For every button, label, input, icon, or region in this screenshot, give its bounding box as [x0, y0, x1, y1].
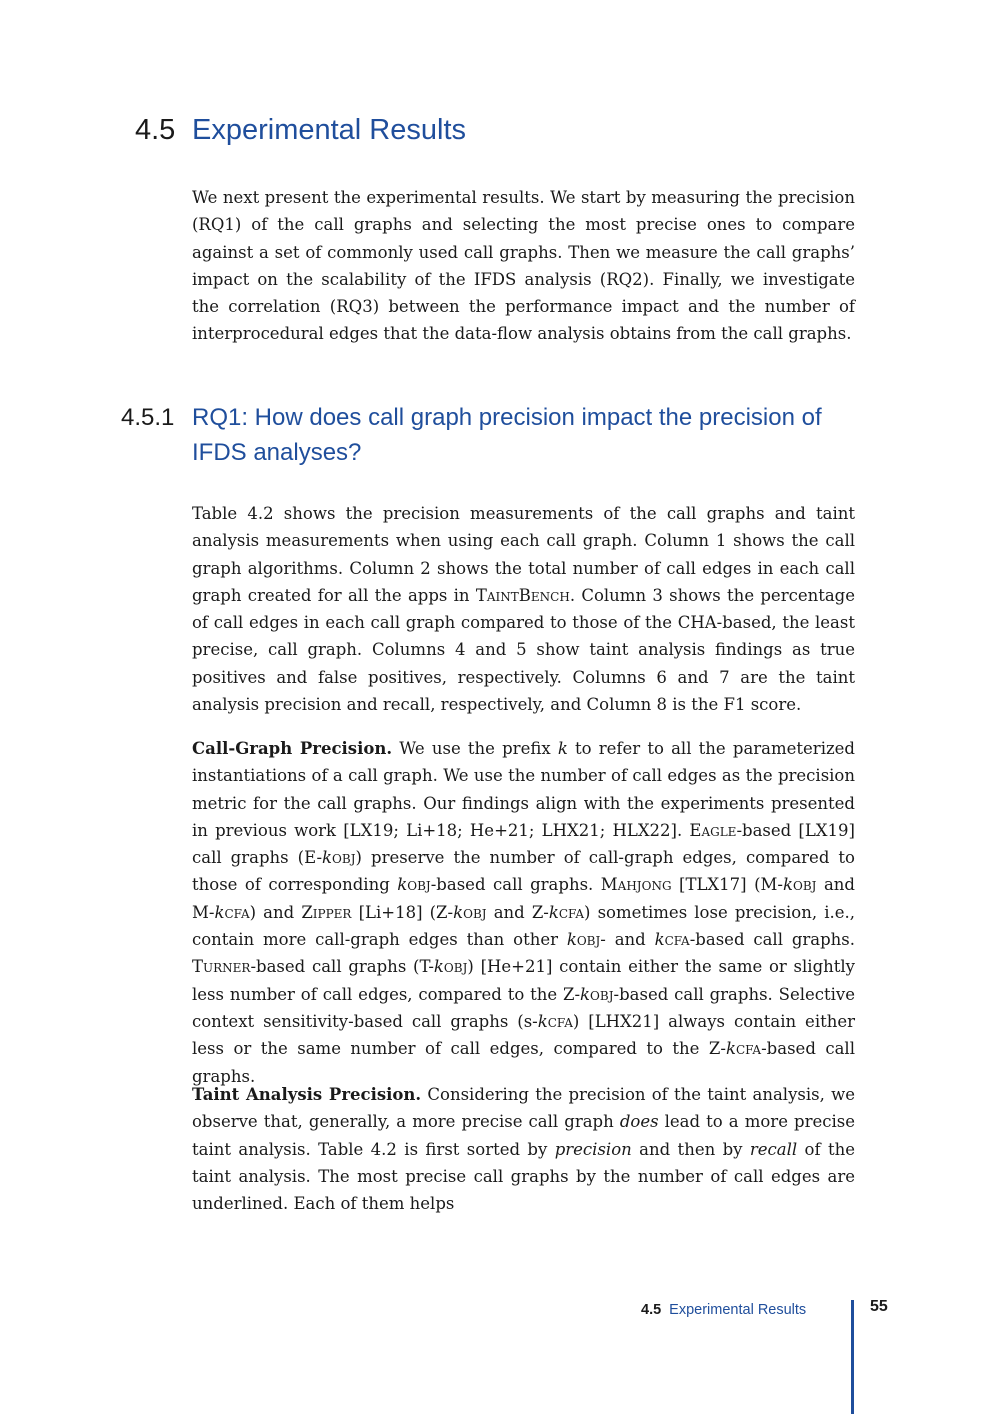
k-symbol: k: [214, 902, 225, 922]
k-symbol: k: [548, 902, 559, 922]
text-run: and M-: [192, 875, 855, 922]
running-footer: [641, 1299, 806, 1321]
k-symbol: k: [397, 875, 408, 895]
k-symbol: k: [566, 930, 577, 950]
section-number: 4.5: [135, 114, 176, 146]
subsection-number: 4.5.1: [121, 404, 175, 431]
text-run: -based call graphs.: [430, 875, 601, 895]
paragraph-taint-analysis-precision: [192, 1081, 855, 1217]
text-run: of the taint analysis. The most precise call graphs by the number of call edges are underlined. Each of them helps: [192, 1139, 856, 1214]
k-symbol: k: [557, 739, 568, 758]
obj-suffix: obj: [463, 902, 487, 922]
k-symbol: k: [725, 1039, 736, 1059]
emphasis: recall: [749, 1139, 798, 1159]
k-symbol: k: [453, 902, 464, 922]
cfa-suffix: cfa: [224, 902, 250, 922]
taintbench-name: TaintBench: [475, 585, 570, 605]
k-symbol: k: [322, 848, 333, 868]
k-symbol: k: [537, 1011, 548, 1031]
obj-suffix: obj: [590, 984, 614, 1004]
text-run: Table 4.2 shows the precision measurements of the call graphs and taint analysis measurements when using each call graph. Column 1 shows the call graph algorithms. Column 2 shows the total number of call edges in each call graph created for all the apps in: [192, 504, 855, 605]
section-title: Experimental Results: [192, 114, 466, 146]
text-run: . Column 3 shows the percentage of call edges in each call graph compared to those of the CHA-based, the least precise, call graph. Columns 4 and 5 show taint analysis findings as true positives and false positives, respectively. Columns 6 and 7 are the taint analysis precision and recall, respectively, and Column 8 is the F1 score.: [192, 585, 856, 715]
paragraph-table-description: [192, 500, 855, 718]
text-run: ) sometimes lose precision, i.e., contain more call-graph edges than other: [192, 902, 855, 950]
text-run: ) [He+21] contain either the same or slightly less number of call edges, compared to the Z-: [192, 957, 855, 1004]
text-run: to refer to all the parameterized instantiations of a call graph. We use the number of call edges as the precision metric for the call graphs. Our findings align with the experiments presented in previous work [LX19; Li+18; He+21; LHX21; HLX22].: [192, 739, 855, 840]
obj-suffix: obj: [443, 957, 468, 977]
obj-suffix: obj: [332, 848, 356, 868]
cfa-suffix: cfa: [664, 930, 690, 950]
cfa-suffix: cfa: [735, 1039, 762, 1059]
text-run: ) preserve the number of call-graph edges, compared to those of corresponding: [192, 848, 855, 895]
text-run: ) [LHX21] always contain either less or the same number of call edges, compared to the Z-: [192, 1011, 856, 1059]
text-run: lead to a more precise taint analysis. Table 4.2 is first sorted by: [192, 1112, 855, 1159]
eagle-name: Eagle: [689, 820, 737, 840]
paragraph-call-graph-precision: [192, 735, 855, 1090]
mahjong-name: Mahjong: [600, 875, 672, 895]
text-run: -based [LX19] call graphs (E-: [192, 820, 855, 868]
cfa-suffix: cfa: [547, 1011, 573, 1031]
section-heading: [135, 110, 466, 150]
k-symbol: k: [580, 984, 591, 1004]
text-run: Considering the precision of the taint analysis, we observe that, generally, a more precise call graph: [192, 1085, 855, 1132]
emphasis: precision: [554, 1139, 632, 1159]
text-run: -based call graphs.: [689, 930, 856, 950]
page-number: 55: [870, 1298, 888, 1315]
text-run: We use the prefix: [392, 739, 558, 758]
obj-suffix: obj: [793, 875, 817, 895]
text-run: - and: [600, 930, 655, 950]
text-run: [Li+18] (Z-: [351, 902, 454, 922]
k-symbol: k: [433, 957, 444, 977]
text-run: -based call graphs.: [192, 1039, 855, 1086]
text-run: and then by: [631, 1139, 750, 1159]
intro-paragraph: We next present the experimental results. We start by measuring the precision (RQ1) of the call graphs and selecting the most precise ones to compare against a set of commonly used call graphs. Then we measure the call graphs’ impact on the scalability of the IFDS analysis (RQ2). Finally, we investigate the correlation (RQ3) between the performance impact and the number of interprocedural edges that the data-flow analysis obtains from the call graphs.: [192, 188, 855, 344]
text-run: -based call graphs. Selective context sensitivity-based call graphs (s-: [192, 984, 855, 1031]
zipper-name: Zipper: [301, 902, 352, 922]
footer-section-title: Experimental Results: [669, 1302, 807, 1318]
obj-suffix: obj: [407, 875, 431, 895]
k-symbol: k: [654, 930, 665, 950]
footer-section-number: 4.5: [641, 1302, 662, 1318]
text-run: [TLX17] (M-: [671, 875, 784, 895]
emphasis: does: [619, 1112, 659, 1132]
paragraph-label: Call-Graph Precision.: [192, 739, 393, 758]
text-run: -based call graphs (T-: [250, 957, 434, 977]
turner-name: Turner: [192, 957, 251, 977]
paragraph-label: Taint Analysis Precision.: [192, 1085, 422, 1104]
subsection-title: RQ1: How does call graph precision impact the precision of IFDS analyses?: [192, 404, 822, 466]
footer-divider: [851, 1300, 854, 1414]
obj-suffix: obj: [576, 930, 601, 950]
text-run: ) and: [249, 902, 302, 922]
k-symbol: k: [783, 875, 794, 895]
cfa-suffix: cfa: [558, 902, 585, 922]
text-run: and Z-: [486, 902, 549, 922]
